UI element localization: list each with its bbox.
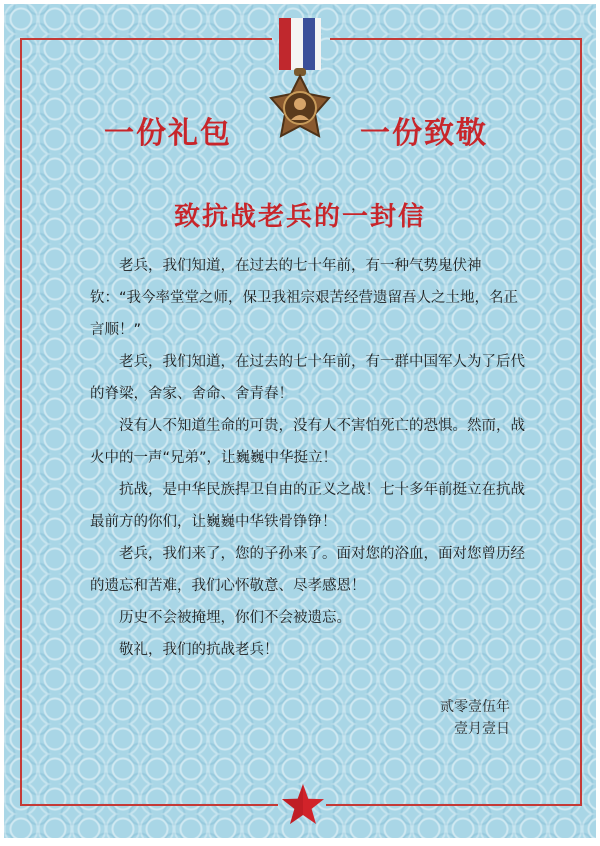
paragraph-5: 老兵，我们来了，您的子孙来了。面对您的浴血，面对您曾历经的遗忘和苦难，我们心怀敬意、尽孝感恩！ [90,546,525,594]
frame-top-right-line [330,38,582,40]
red-star-icon [281,782,325,826]
frame-top-left-line [20,38,272,40]
medal-icon [267,64,333,154]
ribbon-white-stripe-2 [315,18,321,70]
letter-body [90,250,530,666]
letter-title: 致抗战老兵的一封信 [173,202,426,232]
letter-page [4,4,596,838]
paragraph-2: 老兵，我们知道，在过去的七十年前，有一群中国军人为了后代的脊梁，舍家、舍命、舍青春！ [90,354,525,402]
letter-date [440,696,510,740]
ribbon-white-stripe [291,18,303,70]
paragraph-7: 敬礼，我们的抗战老兵！ [119,642,279,658]
paragraph-3: 没有人不知道生命的可贵，没有人不害怕死亡的恐惧。然而，战火中的一声“兄弟”，让巍巍中华挺立！ [90,418,525,466]
paragraph-4: 抗战，是中华民族捍卫自由的正义之战！七十多年前挺立在抗战最前方的你们，让巍巍中华铁骨铮铮！ [90,482,525,530]
ribbon-blue-stripe [303,18,315,70]
right-slogan: 一份致敬 [360,116,488,151]
left-slogan: 一份礼包 [104,116,232,151]
frame-left-line [20,38,22,804]
frame-bottom-left-line [20,804,278,806]
paragraph-6: 历史不会被掩埋，你们不会被遗忘。 [119,610,351,626]
paragraph-1: 老兵，我们知道，在过去的七十年前，有一种气势鬼伏神钦：“我今率堂堂之师，保卫我祖宗艰苦经营遗留吾人之土地，名正言顺！” [90,258,519,338]
frame-right-line [580,38,582,804]
frame-bottom-right-line [326,804,582,806]
ribbon-red-stripe [279,18,291,70]
date-day: 壹月壹日 [454,721,510,737]
date-year: 贰零壹伍年 [440,699,510,715]
